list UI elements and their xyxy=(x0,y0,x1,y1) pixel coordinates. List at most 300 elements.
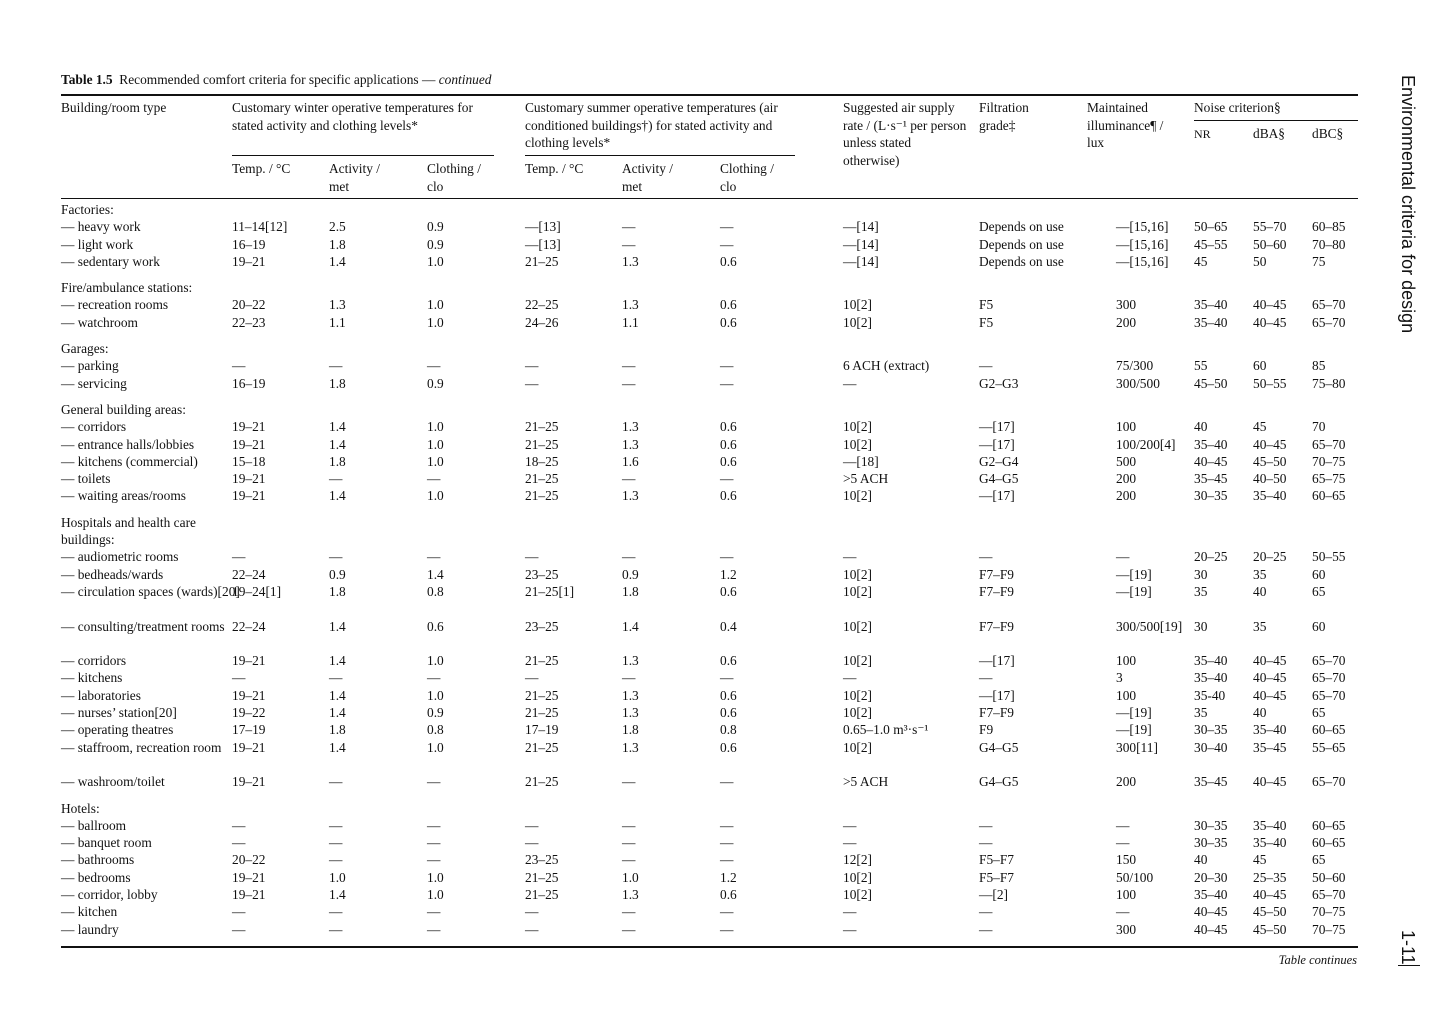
cell-summer-activity: 1.8 xyxy=(622,583,639,599)
cell-winter-activity: 1.4 xyxy=(329,253,346,269)
cell-winter-activity: — xyxy=(329,774,343,790)
cell-filtration: F7–F9 xyxy=(979,618,1014,634)
cell-summer-temp: 21–25[1] xyxy=(525,583,575,599)
cell-room: — bedheads/wards xyxy=(61,566,164,582)
cell-air-supply: —[14] xyxy=(843,219,879,235)
header-summer-clothing: Clothing / clo xyxy=(720,161,774,194)
cell-nr: 30–35 xyxy=(1194,835,1228,851)
cell-air-supply: 10[2] xyxy=(843,583,873,599)
cell-room: — bedrooms xyxy=(61,869,131,885)
cell-summer-activity: 1.3 xyxy=(622,253,639,269)
cell-winter-temp: 19–21 xyxy=(232,869,266,885)
cell-winter-clothing: 1.4 xyxy=(427,566,444,582)
cell-dba: 40–45 xyxy=(1253,687,1287,703)
cell-summer-clothing: 0.6 xyxy=(720,297,737,313)
cell-illuminance: 200 xyxy=(1116,314,1137,330)
cell-illuminance: —[19] xyxy=(1116,722,1152,738)
cell-room: — kitchen xyxy=(61,904,118,920)
cell-dbc: 65–70 xyxy=(1312,297,1346,313)
table-row xyxy=(61,817,1358,834)
cell-summer-clothing: 0.6 xyxy=(720,739,737,755)
table-row xyxy=(61,869,1358,886)
cell-nr: 40 xyxy=(1194,852,1208,868)
cell-air-supply: 6 ACH (extract) xyxy=(843,358,930,374)
cell-winter-activity: — xyxy=(329,358,343,374)
table-row xyxy=(61,583,1358,618)
cell-dba: 35–40 xyxy=(1253,488,1287,504)
cell-winter-clothing: — xyxy=(427,904,441,920)
cell-dbc: 70–75 xyxy=(1312,453,1346,469)
cell-winter-activity: — xyxy=(329,817,343,833)
cell-air-supply: 0.65–1.0 m³·s⁻¹ xyxy=(843,722,929,738)
cell-illuminance: —[15,16] xyxy=(1116,253,1169,269)
cell-illuminance: —[15,16] xyxy=(1116,219,1169,235)
cell-illuminance: 100 xyxy=(1116,419,1137,435)
cell-summer-clothing: 0.6 xyxy=(720,253,737,269)
cell-room: — nurses’ station[20] xyxy=(61,705,177,721)
cell-winter-activity: 1.8 xyxy=(329,236,346,252)
cell-summer-activity: 1.6 xyxy=(622,453,639,469)
cell-summer-temp: 21–25 xyxy=(525,653,559,669)
table-row xyxy=(61,418,1358,435)
cell-filtration: — xyxy=(979,670,993,686)
cell-nr: 35 xyxy=(1194,583,1208,599)
cell-room: — light work xyxy=(61,236,134,252)
cell-winter-temp: 19–21 xyxy=(232,687,266,703)
cell-summer-clothing: — xyxy=(720,375,734,391)
cell-room: — entrance halls/lobbies xyxy=(61,436,195,452)
cell-filtration: — xyxy=(979,921,993,937)
table-row xyxy=(61,704,1358,721)
cell-dbc: 70–75 xyxy=(1312,904,1346,920)
cell-dbc: 60–65 xyxy=(1312,722,1346,738)
noise-group-rule xyxy=(1194,120,1358,121)
table-row xyxy=(61,487,1358,504)
cell-summer-clothing: — xyxy=(720,236,734,252)
cell-summer-clothing: 1.2 xyxy=(720,566,737,582)
cell-air-supply: — xyxy=(843,670,857,686)
cell-summer-temp: — xyxy=(525,549,539,565)
cell-room: — audiometric rooms xyxy=(61,549,179,565)
cell-illuminance: 300/500[19] xyxy=(1116,618,1183,634)
cell-air-supply: — xyxy=(843,549,857,565)
cell-room: — recreation rooms xyxy=(61,297,169,313)
cell-summer-activity: 1.3 xyxy=(622,739,639,755)
cell-winter-activity: 1.4 xyxy=(329,886,346,902)
cell-dba: 35 xyxy=(1253,566,1267,582)
cell-winter-temp: 19–21 xyxy=(232,653,266,669)
cell-winter-activity: 1.4 xyxy=(329,419,346,435)
cell-winter-clothing: 1.0 xyxy=(427,687,444,703)
table-row xyxy=(61,921,1358,938)
cell-room: — sedentary work xyxy=(61,253,160,269)
cell-summer-temp: 23–25 xyxy=(525,566,559,582)
cell-dba: 40 xyxy=(1253,705,1267,721)
cell-winter-activity: — xyxy=(329,670,343,686)
cell-summer-activity: — xyxy=(622,375,636,391)
cell-winter-temp: 22–24 xyxy=(232,618,266,634)
header-summer-activity: Activity / met xyxy=(622,161,673,194)
cell-room: — bathrooms xyxy=(61,852,135,868)
cell-dbc: 65–70 xyxy=(1312,314,1346,330)
cell-illuminance: 50/100 xyxy=(1116,869,1154,885)
cell-summer-clothing: 0.8 xyxy=(720,722,737,738)
cell-filtration: —[17] xyxy=(979,687,1015,703)
table-row xyxy=(61,903,1358,920)
cell-room: — heavy work xyxy=(61,219,141,235)
cell-winter-activity: 1.8 xyxy=(329,583,346,599)
cell-dbc: 65 xyxy=(1312,583,1326,599)
table-continues-note: Table continues xyxy=(1278,953,1357,967)
header-winter-activity: Activity / met xyxy=(329,161,380,194)
cell-winter-temp: 19–21 xyxy=(232,488,266,504)
cell-summer-activity: — xyxy=(622,670,636,686)
cell-filtration: F9 xyxy=(979,722,994,738)
cell-dbc: 65–70 xyxy=(1312,886,1346,902)
cell-summer-clothing: 0.4 xyxy=(720,618,737,634)
cell-dba: 40–45 xyxy=(1253,297,1287,313)
cell-summer-activity: 1.3 xyxy=(622,419,639,435)
table-row xyxy=(61,375,1358,392)
cell-summer-activity: — xyxy=(622,774,636,790)
header-winter-clothing: Clothing / clo xyxy=(427,161,481,194)
table-row xyxy=(61,253,1358,270)
cell-summer-clothing: 1.2 xyxy=(720,869,737,885)
cell-nr: 35 xyxy=(1194,705,1208,721)
section-heading: Fire/ambulance stations: xyxy=(61,280,193,296)
cell-summer-temp: — xyxy=(525,375,539,391)
cell-winter-temp: 16–19 xyxy=(232,375,266,391)
cell-summer-activity: 1.3 xyxy=(622,705,639,721)
cell-air-supply: — xyxy=(843,817,857,833)
cell-summer-clothing: 0.6 xyxy=(720,314,737,330)
cell-summer-temp: 22–25 xyxy=(525,297,559,313)
cell-filtration: G4–G5 xyxy=(979,774,1019,790)
cell-dba: 50 xyxy=(1253,253,1267,269)
continued-label: continued xyxy=(438,72,492,87)
section-heading: Hotels: xyxy=(61,800,100,816)
cell-summer-activity: 1.0 xyxy=(622,869,639,885)
cell-filtration: — xyxy=(979,904,993,920)
side-rule xyxy=(1398,965,1420,966)
cell-air-supply: —[18] xyxy=(843,453,879,469)
cell-summer-temp: — xyxy=(525,670,539,686)
cell-dbc: 85 xyxy=(1312,358,1326,374)
cell-filtration: G2–G3 xyxy=(979,375,1019,391)
header-dbc: dBC§ xyxy=(1312,126,1344,141)
cell-summer-clothing: 0.6 xyxy=(720,453,737,469)
cell-winter-activity: 1.4 xyxy=(329,739,346,755)
cell-dbc: 75 xyxy=(1312,253,1326,269)
cell-dba: 35 xyxy=(1253,618,1267,634)
cell-winter-temp: 19–24[1] xyxy=(232,583,282,599)
cell-filtration: G4–G5 xyxy=(979,739,1019,755)
header-illuminance: Maintained illuminance¶ / lux xyxy=(1087,100,1164,150)
cell-summer-activity: 1.8 xyxy=(622,722,639,738)
cell-dba: 40–45 xyxy=(1253,653,1287,669)
cell-winter-activity: 1.4 xyxy=(329,687,346,703)
cell-nr: 35–40 xyxy=(1194,297,1228,313)
cell-illuminance: 100/200[4] xyxy=(1116,436,1176,452)
cell-winter-clothing: 1.0 xyxy=(427,739,444,755)
cell-air-supply: >5 ACH xyxy=(843,774,889,790)
comfort-criteria-table-body xyxy=(61,201,1358,938)
cell-winter-activity: 1.0 xyxy=(329,869,346,885)
table-row xyxy=(61,721,1358,738)
cell-dbc: 70–75 xyxy=(1312,921,1346,937)
cell-air-supply: — xyxy=(843,921,857,937)
cell-filtration: —[17] xyxy=(979,653,1015,669)
cell-summer-temp: 21–25 xyxy=(525,253,559,269)
cell-nr: 30–40 xyxy=(1194,739,1228,755)
cell-winter-temp: — xyxy=(232,921,246,937)
page-number: 1-11 xyxy=(1398,930,1418,965)
cell-dba: 45–50 xyxy=(1253,453,1287,469)
cell-air-supply: 10[2] xyxy=(843,739,873,755)
cell-summer-activity: — xyxy=(622,471,636,487)
cell-filtration: —[2] xyxy=(979,886,1009,902)
cell-dbc: 65–70 xyxy=(1312,653,1346,669)
table-row xyxy=(61,687,1358,704)
winter-group-rule xyxy=(232,155,494,156)
cell-dba: 35–40 xyxy=(1253,817,1287,833)
cell-room: — kitchens xyxy=(61,670,123,686)
cell-winter-clothing: 1.0 xyxy=(427,436,444,452)
cell-winter-clothing: — xyxy=(427,670,441,686)
cell-illuminance: 100 xyxy=(1116,687,1137,703)
section-heading-row xyxy=(61,401,1358,418)
bottom-rule xyxy=(61,946,1358,948)
table-row xyxy=(61,314,1358,331)
cell-dba: 50–55 xyxy=(1253,375,1287,391)
cell-summer-temp: 21–25 xyxy=(525,436,559,452)
cell-filtration: Depends on use xyxy=(979,236,1064,252)
cell-winter-clothing: — xyxy=(427,471,441,487)
cell-winter-activity: 1.3 xyxy=(329,297,346,313)
cell-winter-clothing: 1.0 xyxy=(427,419,444,435)
cell-summer-clothing: 0.6 xyxy=(720,705,737,721)
cell-illuminance: —[15,16] xyxy=(1116,236,1169,252)
cell-dba: 45–50 xyxy=(1253,904,1287,920)
cell-nr: 35–40 xyxy=(1194,653,1228,669)
cell-filtration: —[17] xyxy=(979,488,1015,504)
cell-air-supply: 10[2] xyxy=(843,436,873,452)
cell-winter-activity: 1.8 xyxy=(329,453,346,469)
cell-winter-activity: 1.1 xyxy=(329,314,346,330)
cell-room: — ballroom xyxy=(61,817,127,833)
cell-winter-activity: — xyxy=(329,549,343,565)
header-winter-group: Customary winter operative temperatures for stated activity and clothing levels* xyxy=(232,100,473,133)
cell-summer-clothing: 0.6 xyxy=(720,419,737,435)
cell-dba: 40–45 xyxy=(1253,670,1287,686)
cell-summer-clothing: — xyxy=(720,904,734,920)
summer-group-rule xyxy=(525,155,795,156)
cell-summer-activity: — xyxy=(622,835,636,851)
cell-filtration: G4–G5 xyxy=(979,471,1019,487)
cell-summer-clothing: 0.6 xyxy=(720,583,737,599)
top-rule xyxy=(61,94,1358,96)
header-dba: dBA§ xyxy=(1253,126,1285,141)
cell-summer-activity: 1.3 xyxy=(622,297,639,313)
cell-summer-clothing: 0.6 xyxy=(720,653,737,669)
cell-winter-activity: 1.4 xyxy=(329,436,346,452)
table-row xyxy=(61,296,1358,313)
cell-summer-activity: — xyxy=(622,236,636,252)
section-heading: General building areas: xyxy=(61,401,186,417)
cell-dbc: 55–65 xyxy=(1312,739,1346,755)
cell-summer-clothing: — xyxy=(720,835,734,851)
cell-winter-clothing: — xyxy=(427,817,441,833)
section-heading-row xyxy=(61,201,1358,218)
cell-summer-activity: 1.1 xyxy=(622,314,639,330)
cell-dba: 50–60 xyxy=(1253,236,1287,252)
cell-nr: 30–35 xyxy=(1194,722,1228,738)
cell-winter-temp: 17–19 xyxy=(232,722,266,738)
header-nr: NR xyxy=(1194,127,1211,141)
cell-summer-temp: —[13] xyxy=(525,236,561,252)
cell-nr: 30 xyxy=(1194,618,1208,634)
cell-illuminance: 500 xyxy=(1116,453,1137,469)
cell-room: — consulting/treatment rooms xyxy=(61,618,225,634)
cell-winter-clothing: 1.0 xyxy=(427,253,444,269)
cell-summer-temp: —[13] xyxy=(525,219,561,235)
cell-summer-clothing: — xyxy=(720,670,734,686)
cell-summer-temp: 24–26 xyxy=(525,314,559,330)
cell-dba: 20–25 xyxy=(1253,549,1287,565)
cell-summer-activity: 1.3 xyxy=(622,687,639,703)
cell-winter-activity: 0.9 xyxy=(329,566,346,582)
table-caption xyxy=(61,72,492,88)
cell-winter-clothing: 0.9 xyxy=(427,236,444,252)
cell-summer-temp: 21–25 xyxy=(525,488,559,504)
cell-filtration: F5 xyxy=(979,314,994,330)
cell-winter-temp: 19–21 xyxy=(232,419,266,435)
table-row xyxy=(61,851,1358,868)
cell-winter-clothing: — xyxy=(427,549,441,565)
cell-winter-clothing: 1.0 xyxy=(427,886,444,902)
cell-dba: 35–40 xyxy=(1253,835,1287,851)
cell-summer-temp: 21–25 xyxy=(525,419,559,435)
cell-winter-temp: — xyxy=(232,358,246,374)
header-filtration: Filtration grade‡ xyxy=(979,100,1029,133)
cell-summer-temp: — xyxy=(525,921,539,937)
cell-illuminance: —[19] xyxy=(1116,583,1152,599)
cell-room: — staffroom, recreation room xyxy=(61,739,222,755)
cell-winter-clothing: 1.0 xyxy=(427,869,444,885)
cell-filtration: — xyxy=(979,549,993,565)
cell-winter-temp: 19–21 xyxy=(232,253,266,269)
cell-nr: 40–45 xyxy=(1194,453,1228,469)
cell-winter-clothing: — xyxy=(427,835,441,851)
cell-summer-temp: 17–19 xyxy=(525,722,559,738)
cell-illuminance: —[19] xyxy=(1116,705,1152,721)
cell-illuminance: 3 xyxy=(1116,670,1123,686)
cell-dbc: 75–80 xyxy=(1312,375,1346,391)
cell-filtration: F7–F9 xyxy=(979,566,1014,582)
cell-winter-clothing: — xyxy=(427,852,441,868)
table-row xyxy=(61,436,1358,453)
cell-winter-activity: — xyxy=(329,835,343,851)
section-heading-row xyxy=(61,800,1358,817)
cell-air-supply: — xyxy=(843,375,857,391)
cell-air-supply: 10[2] xyxy=(843,687,873,703)
cell-illuminance: 75/300 xyxy=(1116,358,1154,374)
cell-summer-clothing: — xyxy=(720,921,734,937)
table-number: Table 1.5 xyxy=(61,72,113,87)
header-building-room-type: Building/room type xyxy=(61,100,167,115)
cell-air-supply: 10[2] xyxy=(843,653,873,669)
cell-illuminance: 200 xyxy=(1116,471,1137,487)
cell-winter-temp: — xyxy=(232,670,246,686)
cell-filtration: Depends on use xyxy=(979,253,1064,269)
table-title: Recommended comfort criteria for specific applications — xyxy=(119,72,436,87)
cell-summer-activity: 1.3 xyxy=(622,886,639,902)
cell-dbc: 60–85 xyxy=(1312,219,1346,235)
cell-filtration: F5 xyxy=(979,297,994,313)
cell-nr: 55 xyxy=(1194,358,1208,374)
cell-nr: 40 xyxy=(1194,419,1208,435)
cell-summer-temp: — xyxy=(525,904,539,920)
cell-summer-clothing: 0.6 xyxy=(720,436,737,452)
cell-summer-activity: — xyxy=(622,549,636,565)
cell-summer-temp: 23–25 xyxy=(525,852,559,868)
cell-nr: 35-40 xyxy=(1194,687,1226,703)
cell-winter-temp: 22–23 xyxy=(232,314,266,330)
cell-summer-temp: 21–25 xyxy=(525,687,559,703)
cell-illuminance: 100 xyxy=(1116,653,1137,669)
cell-filtration: —[17] xyxy=(979,436,1015,452)
table-row xyxy=(61,834,1358,851)
header-summer-group: Customary summer operative temperatures (air conditioned buildings†) for stated activity and clothing levels* xyxy=(525,100,778,150)
table-row xyxy=(61,357,1358,374)
cell-room: — laundry xyxy=(61,921,119,937)
cell-dbc: 60–65 xyxy=(1312,488,1346,504)
table-row xyxy=(61,470,1358,487)
cell-winter-temp: 19–21 xyxy=(232,739,266,755)
cell-winter-clothing: 1.0 xyxy=(427,453,444,469)
cell-dba: 40–50 xyxy=(1253,471,1287,487)
table-row xyxy=(61,773,1358,790)
cell-room: — banquet room xyxy=(61,835,152,851)
cell-dbc: 60 xyxy=(1312,566,1326,582)
cell-dbc: 70–80 xyxy=(1312,236,1346,252)
cell-summer-temp: 21–25 xyxy=(525,739,559,755)
cell-summer-activity: — xyxy=(622,852,636,868)
cell-winter-clothing: 0.8 xyxy=(427,583,444,599)
cell-illuminance: 300[11] xyxy=(1116,739,1158,755)
cell-filtration: F5–F7 xyxy=(979,852,1014,868)
cell-winter-clothing: 1.0 xyxy=(427,314,444,330)
cell-dba: 55–70 xyxy=(1253,219,1287,235)
cell-summer-temp: 21–25 xyxy=(525,869,559,885)
section-heading-row xyxy=(61,340,1358,357)
cell-filtration: — xyxy=(979,835,993,851)
cell-filtration: — xyxy=(979,817,993,833)
cell-winter-temp: 16–19 xyxy=(232,236,266,252)
cell-nr: 35–40 xyxy=(1194,886,1228,902)
cell-winter-clothing: — xyxy=(427,358,441,374)
cell-dbc: 65–70 xyxy=(1312,436,1346,452)
cell-summer-clothing: 0.6 xyxy=(720,687,737,703)
cell-nr: 30 xyxy=(1194,566,1208,582)
cell-winter-clothing: 0.8 xyxy=(427,722,444,738)
cell-nr: 35–40 xyxy=(1194,436,1228,452)
cell-room: — watchroom xyxy=(61,314,138,330)
cell-dba: 40–45 xyxy=(1253,774,1287,790)
cell-summer-temp: 18–25 xyxy=(525,453,559,469)
cell-room: — laboratories xyxy=(61,687,141,703)
cell-dba: 45–50 xyxy=(1253,921,1287,937)
